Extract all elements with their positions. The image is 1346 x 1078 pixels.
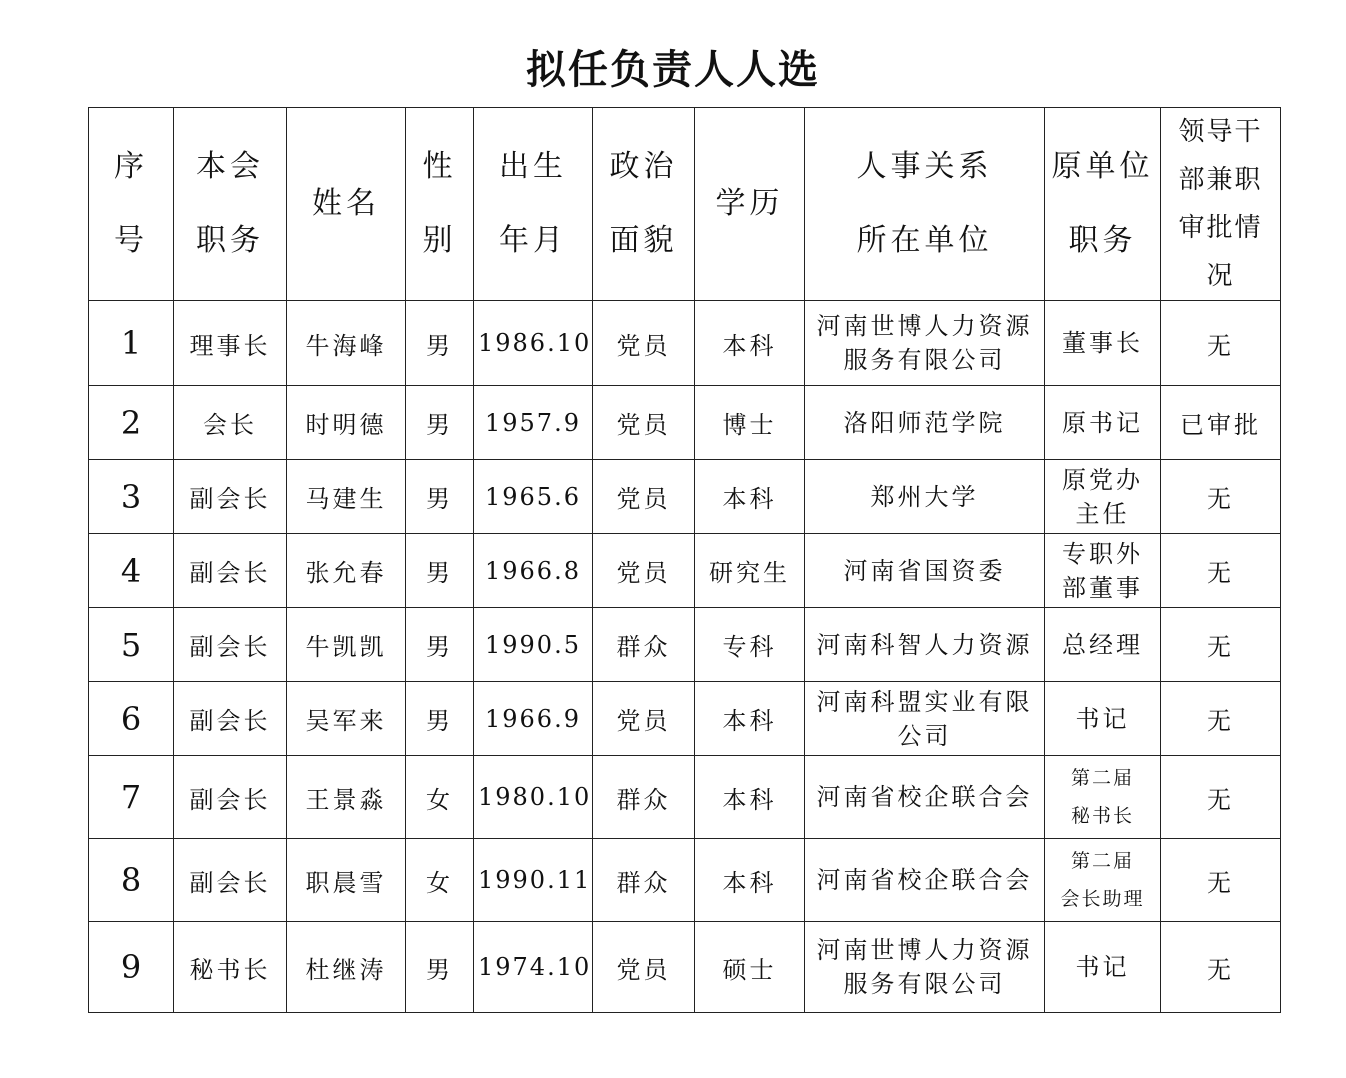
header-name	[287, 108, 406, 301]
cell-politics: 党员	[593, 682, 695, 756]
cell-birth: 1990.5	[474, 608, 593, 682]
table-row	[89, 922, 1281, 1013]
cell-politics: 党员	[593, 922, 695, 1013]
header-line: 部兼职	[1178, 165, 1263, 195]
cell-orig-title	[1045, 460, 1161, 534]
cell-line: 河南世博人力资源	[816, 312, 1033, 340]
cell-gender: 男	[406, 460, 474, 534]
cell-approval: 无	[1161, 301, 1281, 386]
cell-line: 第二届	[1070, 767, 1134, 789]
cell-seq: 6	[89, 682, 174, 756]
cell-name: 牛凯凯	[287, 608, 406, 682]
header-unit	[805, 108, 1045, 301]
cell-line: 服务有限公司	[843, 346, 1006, 374]
cell-politics: 群众	[593, 608, 695, 682]
cell-line: 河南省校企联合会	[816, 866, 1033, 894]
cell-seq: 4	[89, 534, 174, 608]
cell-line: 服务有限公司	[843, 970, 1006, 998]
cell-unit	[805, 839, 1045, 922]
cell-politics: 群众	[593, 839, 695, 922]
cell-education: 本科	[695, 839, 805, 922]
cell-birth: 1980.10	[474, 756, 593, 839]
cell-birth: 1986.10	[474, 301, 593, 386]
cell-education: 本科	[695, 460, 805, 534]
header-line: 面貌	[609, 223, 678, 258]
cell-line: 秘书长	[1070, 805, 1134, 827]
header-line: 性	[422, 149, 457, 184]
cell-birth: 1957.9	[474, 386, 593, 460]
header-line: 序	[114, 149, 148, 184]
cell-politics: 群众	[593, 756, 695, 839]
header-line: 姓名	[312, 186, 380, 221]
header-birth	[474, 108, 593, 301]
cell-gender: 男	[406, 301, 474, 386]
cell-approval: 无	[1161, 922, 1281, 1013]
cell-politics: 党员	[593, 301, 695, 386]
cell-role: 秘书长	[174, 922, 287, 1013]
header-seq	[89, 108, 174, 301]
cell-gender: 女	[406, 756, 474, 839]
cell-orig-title	[1045, 839, 1161, 922]
cell-approval: 无	[1161, 460, 1281, 534]
cell-line: 河南科智人力资源	[816, 630, 1033, 659]
cell-name: 职晨雪	[287, 839, 406, 922]
header-line: 年月	[499, 223, 567, 258]
table-row	[89, 460, 1281, 534]
cell-orig-title	[1045, 608, 1161, 682]
cell-orig-title	[1045, 682, 1161, 756]
cell-unit	[805, 460, 1045, 534]
cell-name: 时明德	[287, 386, 406, 460]
cell-name: 马建生	[287, 460, 406, 534]
cell-orig-title	[1045, 922, 1161, 1013]
table-row	[89, 386, 1281, 460]
cell-unit	[805, 301, 1045, 386]
cell-line: 河南省国资委	[843, 556, 1006, 585]
cell-line: 书记	[1075, 953, 1130, 981]
table-row	[89, 301, 1281, 386]
cell-role: 副会长	[174, 534, 287, 608]
header-line: 号	[114, 223, 148, 258]
cell-approval: 无	[1161, 756, 1281, 839]
cell-line: 郑州大学	[870, 482, 979, 511]
cell-line: 公司	[897, 721, 952, 750]
cell-unit	[805, 608, 1045, 682]
cell-gender: 女	[406, 839, 474, 922]
cell-seq: 2	[89, 386, 174, 460]
table-row	[89, 534, 1281, 608]
cell-seq: 8	[89, 839, 174, 922]
header-line: 别	[422, 223, 457, 258]
cell-seq: 1	[89, 301, 174, 386]
cell-education: 本科	[695, 756, 805, 839]
cell-name: 牛海峰	[287, 301, 406, 386]
cell-name: 吴军来	[287, 682, 406, 756]
header-politics	[593, 108, 695, 301]
table-row	[89, 608, 1281, 682]
cell-education: 本科	[695, 682, 805, 756]
cell-birth: 1990.11	[474, 839, 593, 922]
cell-line: 河南省校企联合会	[816, 783, 1033, 811]
header-approval	[1161, 108, 1281, 301]
cell-name: 杜继涛	[287, 922, 406, 1013]
cell-role: 副会长	[174, 460, 287, 534]
cell-line: 第二届	[1070, 850, 1134, 872]
header-line: 人事关系	[856, 149, 993, 184]
cell-orig-title	[1045, 301, 1161, 386]
cell-line: 书记	[1075, 704, 1130, 733]
header-line: 审批情	[1178, 213, 1263, 243]
cell-education: 研究生	[695, 534, 805, 608]
header-line: 况	[1206, 261, 1235, 291]
cell-role: 副会长	[174, 682, 287, 756]
cell-seq: 7	[89, 756, 174, 839]
cell-approval: 无	[1161, 682, 1281, 756]
header-line: 出生	[499, 149, 567, 184]
cell-politics: 党员	[593, 534, 695, 608]
cell-name: 张允春	[287, 534, 406, 608]
cell-politics: 党员	[593, 460, 695, 534]
cell-orig-title	[1045, 756, 1161, 839]
cell-birth: 1965.6	[474, 460, 593, 534]
cell-role: 副会长	[174, 756, 287, 839]
page-title: 拟任负责人人选	[526, 47, 820, 93]
cell-gender: 男	[406, 386, 474, 460]
cell-line: 河南世博人力资源	[816, 936, 1033, 964]
cell-birth: 1966.9	[474, 682, 593, 756]
cell-orig-title	[1045, 534, 1161, 608]
table-header-row	[89, 108, 1281, 301]
cell-line: 原书记	[1062, 408, 1143, 437]
header-line: 领导干	[1178, 117, 1263, 147]
header-role	[174, 108, 287, 301]
header-line: 原单位	[1051, 149, 1154, 184]
header-orig-title	[1045, 108, 1161, 301]
cell-unit	[805, 534, 1045, 608]
cell-line: 董事长	[1062, 329, 1143, 357]
table-row	[89, 682, 1281, 756]
header-line: 本会	[196, 149, 264, 184]
cell-gender: 男	[406, 608, 474, 682]
cell-line: 主任	[1075, 499, 1130, 528]
cell-seq: 9	[89, 922, 174, 1013]
cell-line: 洛阳师范学院	[843, 408, 1006, 437]
cell-education: 本科	[695, 301, 805, 386]
cell-seq: 5	[89, 608, 174, 682]
cell-role: 副会长	[174, 608, 287, 682]
header-line: 学历	[715, 186, 784, 221]
cell-line: 原党办	[1062, 465, 1143, 494]
table-row	[89, 756, 1281, 839]
cell-name: 王景淼	[287, 756, 406, 839]
cell-unit	[805, 682, 1045, 756]
header-line: 政治	[609, 149, 678, 184]
header-line: 职务	[1068, 223, 1137, 258]
cell-approval: 无	[1161, 608, 1281, 682]
cell-birth: 1966.8	[474, 534, 593, 608]
cell-line: 部董事	[1062, 573, 1143, 602]
candidates-table	[88, 107, 1281, 1013]
header-education	[695, 108, 805, 301]
cell-gender: 男	[406, 922, 474, 1013]
cell-orig-title	[1045, 386, 1161, 460]
cell-role: 理事长	[174, 301, 287, 386]
header-gender	[406, 108, 474, 301]
cell-line: 会长助理	[1060, 888, 1145, 910]
cell-unit	[805, 756, 1045, 839]
cell-education: 硕士	[695, 922, 805, 1013]
cell-line: 专职外	[1062, 539, 1143, 568]
cell-line: 河南科盟实业有限	[816, 687, 1033, 716]
cell-gender: 男	[406, 534, 474, 608]
table-row	[89, 839, 1281, 922]
cell-line: 总经理	[1062, 630, 1143, 659]
cell-unit	[805, 922, 1045, 1013]
cell-gender: 男	[406, 682, 474, 756]
cell-education: 博士	[695, 386, 805, 460]
cell-approval: 无	[1161, 839, 1281, 922]
cell-unit	[805, 386, 1045, 460]
cell-approval: 无	[1161, 534, 1281, 608]
cell-approval: 已审批	[1161, 386, 1281, 460]
cell-birth: 1974.10	[474, 922, 593, 1013]
cell-education: 专科	[695, 608, 805, 682]
cell-politics: 党员	[593, 386, 695, 460]
cell-role: 副会长	[174, 839, 287, 922]
cell-role: 会长	[174, 386, 287, 460]
header-line: 所在单位	[856, 223, 993, 258]
header-line: 职务	[196, 223, 264, 258]
cell-seq: 3	[89, 460, 174, 534]
